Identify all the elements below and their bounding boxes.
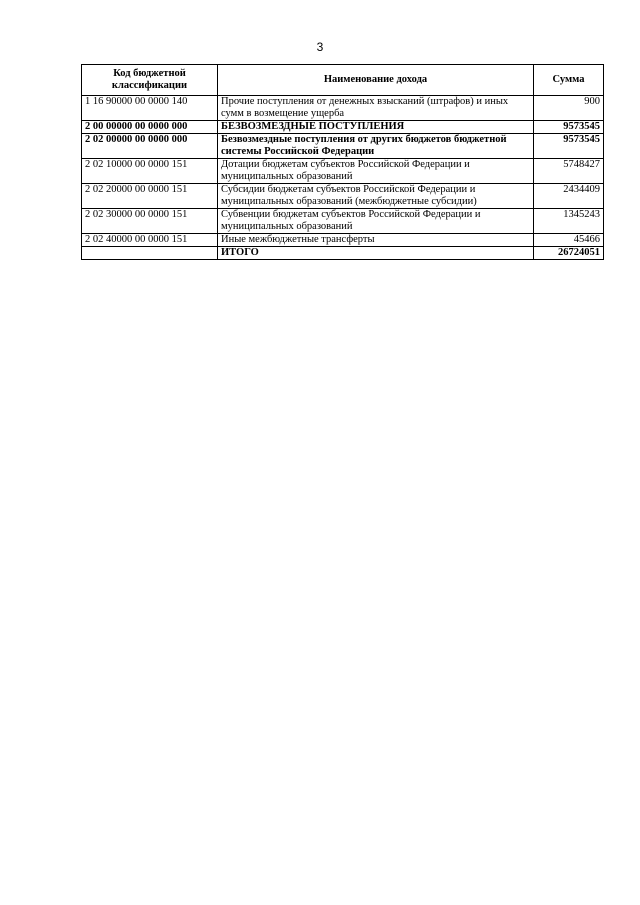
row-name: БЕЗВОЗМЕЗДНЫЕ ПОСТУПЛЕНИЯ (218, 121, 534, 134)
budget-revenue-table (81, 64, 604, 260)
row-sum: 9573545 (534, 121, 604, 134)
table-row (82, 234, 604, 247)
total-label: ИТОГО (218, 247, 534, 260)
total-sum: 26724051 (534, 247, 604, 260)
total-code (82, 247, 218, 260)
row-sum: 2434409 (534, 184, 604, 209)
row-name: Прочие поступления от денежных взысканий (штрафов) и иных сумм в возмещение ущерба (218, 96, 534, 121)
row-code: 2 00 00000 00 0000 000 (82, 121, 218, 134)
row-code: 1 16 90000 00 0000 140 (82, 96, 218, 121)
row-sum: 9573545 (534, 134, 604, 159)
page-number: 3 (316, 40, 324, 54)
row-name: Субсидии бюджетам субъектов Российской Федерации и муниципальных образований (межбюджетные субсидии) (218, 184, 534, 209)
table-row (82, 159, 604, 184)
row-name: Иные межбюджетные трансферты (218, 234, 534, 247)
table-row (82, 96, 604, 121)
table-row (82, 209, 604, 234)
row-name: Субвенции бюджетам субъектов Российской Федерации и муниципальных образований (218, 209, 534, 234)
row-code: 2 02 00000 00 0000 000 (82, 134, 218, 159)
table-header-row (82, 65, 604, 96)
row-sum: 1345243 (534, 209, 604, 234)
row-code: 2 02 30000 00 0000 151 (82, 209, 218, 234)
header-sum: Сумма (534, 65, 604, 96)
row-code: 2 02 40000 00 0000 151 (82, 234, 218, 247)
row-code: 2 02 10000 00 0000 151 (82, 159, 218, 184)
row-name: Безвозмездные поступления от других бюджетов бюджетной системы Российской Федерации (218, 134, 534, 159)
row-name: Дотации бюджетам субъектов Российской Федерации и муниципальных образований (218, 159, 534, 184)
row-sum: 5748427 (534, 159, 604, 184)
total-row (82, 247, 604, 260)
table-row (82, 121, 604, 134)
row-code: 2 02 20000 00 0000 151 (82, 184, 218, 209)
table-row (82, 134, 604, 159)
header-code: Код бюджетной классификации (82, 65, 218, 96)
row-sum: 45466 (534, 234, 604, 247)
table-row (82, 184, 604, 209)
row-sum: 900 (534, 96, 604, 121)
header-name: Наименование дохода (218, 65, 534, 96)
